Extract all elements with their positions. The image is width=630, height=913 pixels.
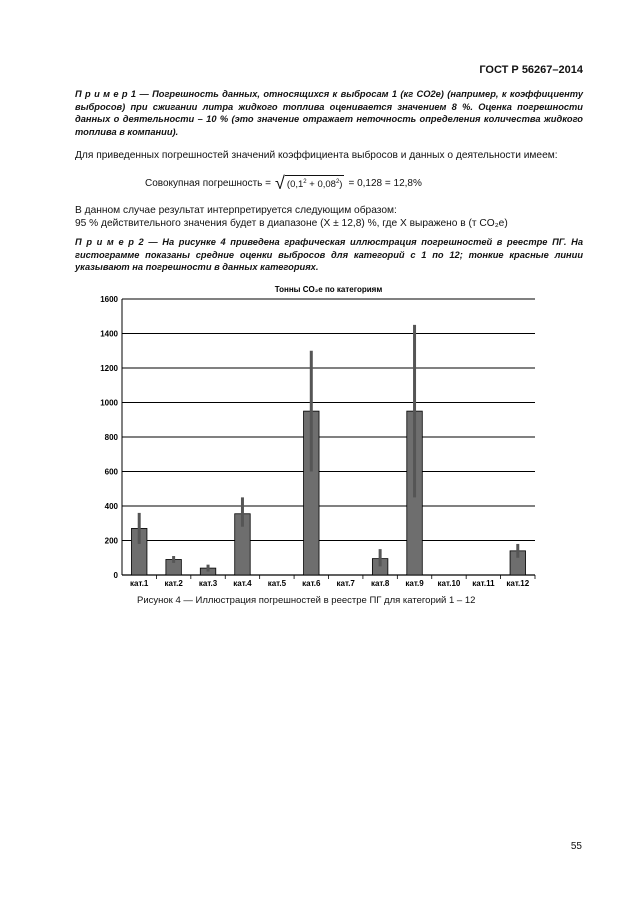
x-tick-label: кат.2 <box>164 579 183 588</box>
y-tick-label: 0 <box>113 571 118 580</box>
x-tick-label: кат.9 <box>405 579 424 588</box>
paragraph-2: В данном случае результат интерпретируется следующим образом: <box>75 205 397 216</box>
sqrt-expression <box>275 173 344 194</box>
radical-body: $(0,1^2 + 0,08^2)$ <box>285 175 345 191</box>
y-tick-label: 600 <box>104 467 118 477</box>
y-tick-label: 1400 <box>100 329 118 339</box>
x-tick-label: кат.7 <box>336 579 355 588</box>
standard-header: ГОСТ Р 56267–2014 <box>479 64 583 76</box>
paragraph-1: Для приведенных погрешностей значений коэффициента выбросов и данных о деятельности имеем: <box>75 150 558 161</box>
formula <box>145 173 422 194</box>
example-2-text: — На рисунке 4 приведена графическая иллюстрация погрешностей в реестре ПГ. На гистограмме показаны средние оценки выбросов для категорий с 1 по 12; тонкие красные линии указывают на погрешности в данных категориях. <box>75 237 583 272</box>
x-tick-label: кат.8 <box>370 579 390 588</box>
paragraph-3: 95 % действительного значения будет в диапазоне (X ± 12,8) %, где X выражено в (т CO₂e) <box>75 218 508 229</box>
chart-title: Тонны CO₂e по категориям <box>274 285 383 294</box>
formula-result: = 0,128 = 12,8% <box>348 177 422 189</box>
x-tick-label: кат.6 <box>302 579 321 588</box>
formula-label: Совокупная погрешность = <box>145 177 271 189</box>
x-tick-label: кат.5 <box>267 579 287 588</box>
x-tick-label: кат.4 <box>233 579 252 588</box>
example-1-paragraph <box>75 88 583 138</box>
y-tick-label: 200 <box>104 536 118 546</box>
x-tick-label: кат.11 <box>472 579 495 588</box>
figure-caption: Рисунок 4 — Иллюстрация погрешностей в реестре ПГ для категорий 1 – 12 <box>137 595 476 606</box>
example-1-label: П р и м е р 1 <box>75 89 137 99</box>
example-1-text: — Погрешность данных, относящихся к выбросам 1 (кг CO2e) (например, к коэффициенту выбросов) при сжигании литра жидкого топлива оценивается значением 8 %. Оценка погрешности данных о деятельности – 10 % (это значение отражает неточность определения количества жидкого топлива в компании). <box>75 89 583 137</box>
example-2-paragraph <box>75 236 583 274</box>
emissions-bar-chart <box>85 282 545 594</box>
x-tick-label: кат.1 <box>130 579 149 588</box>
x-tick-label: кат.12 <box>506 579 530 588</box>
y-tick-label: 800 <box>104 433 118 442</box>
example-2-label: П р и м е р 2 <box>75 237 144 247</box>
radical-sign: √ <box>275 173 285 194</box>
y-tick-label: 1000 <box>100 398 118 408</box>
y-tick-label: 400 <box>104 502 118 511</box>
x-tick-label: кат.10 <box>437 579 461 588</box>
x-tick-label: кат.3 <box>198 579 218 588</box>
y-tick-label: 1600 <box>100 295 118 304</box>
page-number: 55 <box>570 841 582 852</box>
y-tick-label: 1200 <box>100 364 118 373</box>
